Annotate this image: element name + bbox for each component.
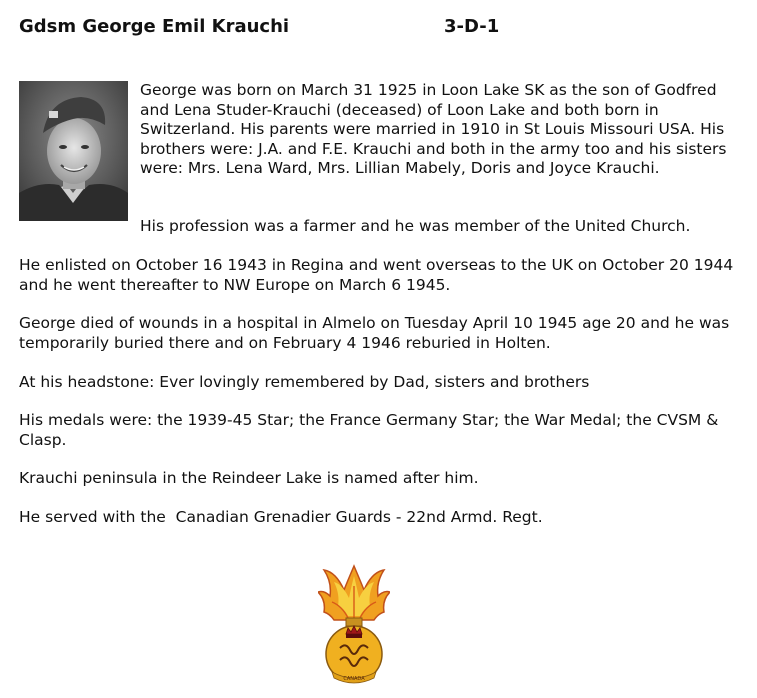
death-paragraph: George died of wounds in a hospital in Almelo on Tuesday April 10 1945 age 20 and he was temporarily buried there and on February 4 1946 reburied in Holten. [19,314,730,352]
headstone-paragraph: At his headstone: Ever lovingly remembered by Dad, sisters and brothers [19,373,590,391]
badge-motto: CANADA [343,676,365,682]
served-paragraph: He served with the Canadian Grenadier Guards - 22nd Armd. Regt. [19,508,543,526]
medals-paragraph: His medals were: the 1939-45 Star; the France Germany Star; the War Medal; the CVSM & Clasp. [19,411,719,449]
page-title: Gdsm George Emil Krauchi [19,16,290,37]
header [19,16,739,40]
grave-code: 3-D-1 [444,16,500,37]
peninsula-paragraph: Krauchi peninsula in the Reindeer Lake is named after him. [19,469,479,487]
enlisted-paragraph: He enlisted on October 16 1943 in Regina and went overseas to the UK on October 20 1944 and he went thereafter to NW Europe on March 6 1945. [19,256,734,294]
intro-paragraph: George was born on March 31 1925 in Loon Lake SK as the son of Godfred and Lena Studer-Krauchi (deceased) of Loon Lake and both born in Switzerland. His parents were married in 1910 in St Louis Missouri USA. His brothers were: J.A. and F.E. Krauchi and both in the army too and his sisters were: Mrs. Lena Ward, Mrs. Lillian Mabely, Doris and Joyce Krauchi. [140,81,727,177]
portrait-photo [19,81,128,221]
profession-paragraph: His profession was a farmer and he was member of the United Church. [140,217,691,235]
regiment-badge-icon [318,562,390,686]
